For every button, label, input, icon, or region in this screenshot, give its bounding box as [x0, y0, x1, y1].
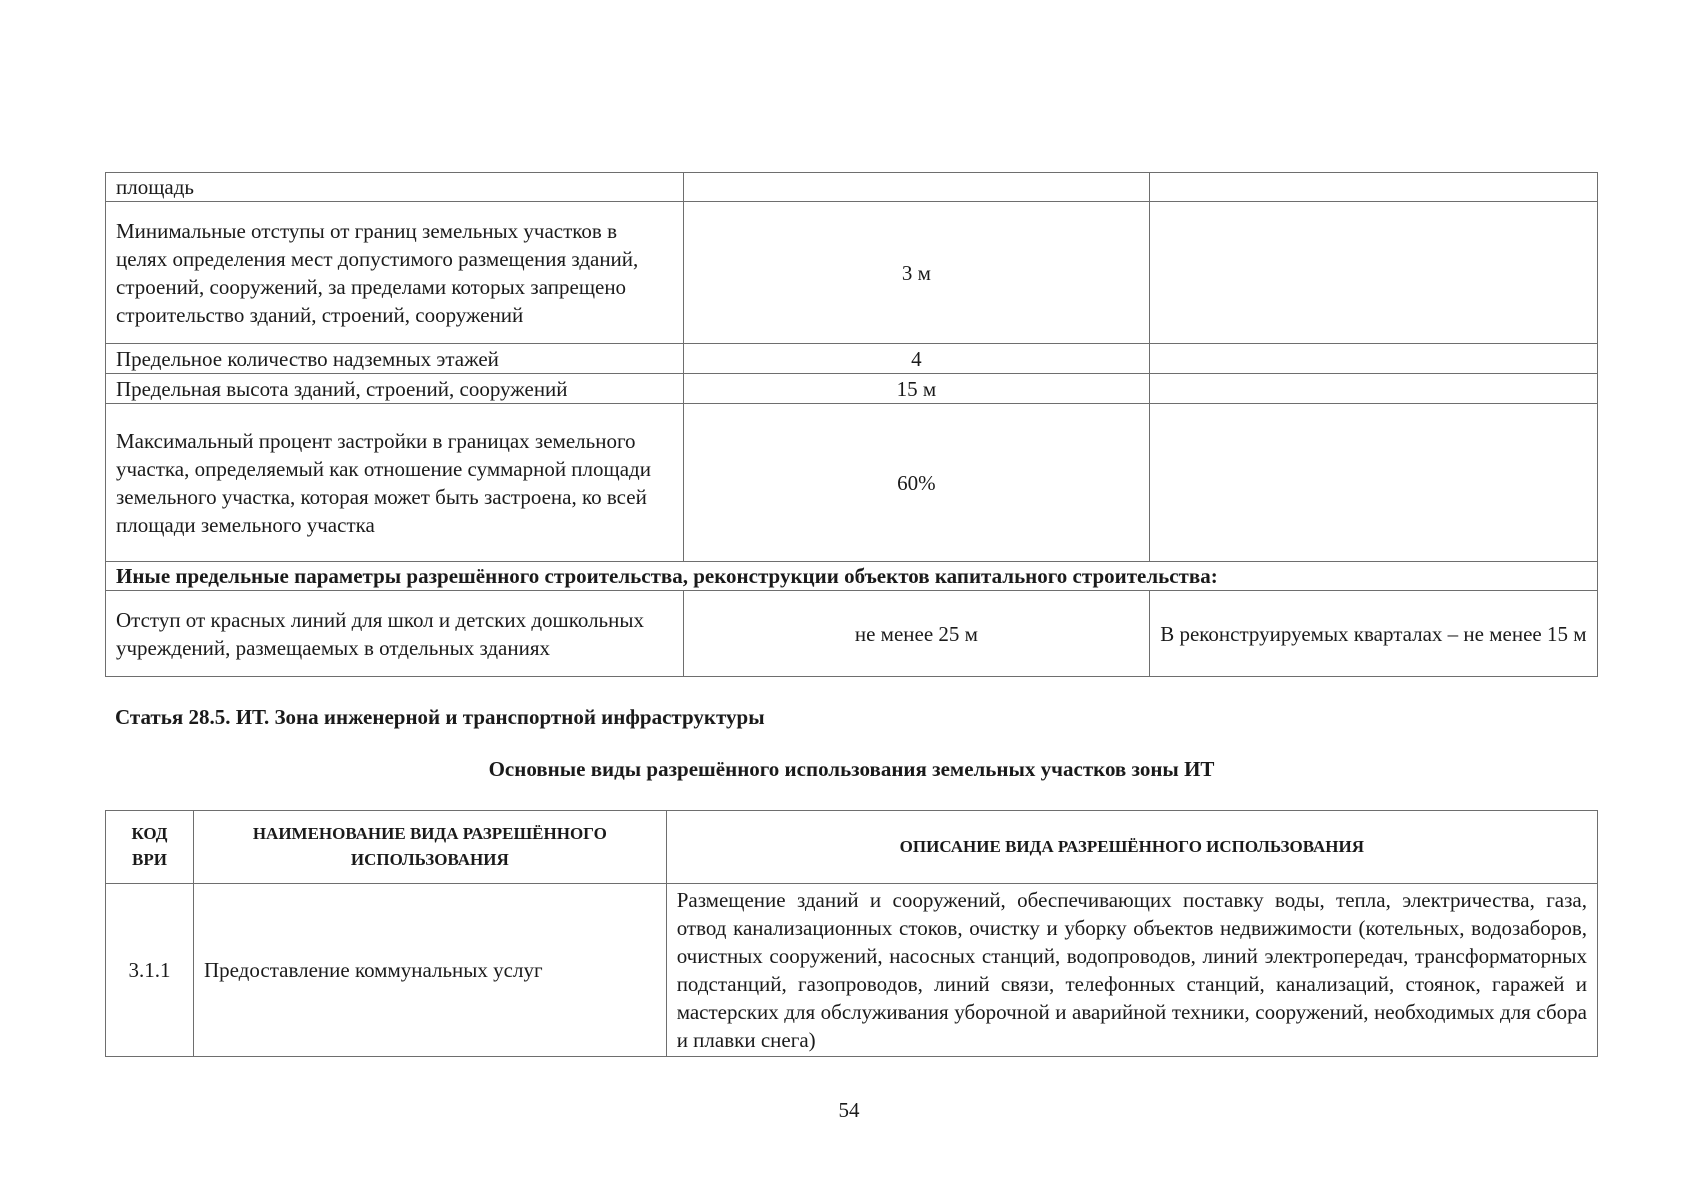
- column-header-description: ОПИСАНИЕ ВИДА РАЗРЕШЁННОГО ИСПОЛЬЗОВАНИЯ: [666, 811, 1597, 884]
- table-row: [106, 404, 1598, 562]
- param-note: [1150, 202, 1598, 344]
- param-label: Максимальный процент застройки в границах земельного участка, определяемый как отношение суммарной площади земельного участка, которая может быть застроена, ко всей площади земельного участка: [106, 404, 684, 562]
- param-note: [1150, 404, 1598, 562]
- table-section-header-row: [106, 562, 1598, 591]
- table-row: [106, 591, 1598, 677]
- section-header: Иные предельные параметры разрешённого строительства, реконструкции объектов капитального строительства:: [106, 562, 1598, 591]
- page-number: 54: [838, 1098, 860, 1122]
- column-header-name: НАИМЕНОВАНИЕ ВИДА РАЗРЕШЁННОГО ИСПОЛЬЗОВАНИЯ: [193, 811, 666, 884]
- param-label: Предельное количество надземных этажей: [106, 344, 684, 374]
- param-value: 15 м: [683, 374, 1150, 404]
- param-note: [1150, 344, 1598, 374]
- article-heading: Статья 28.5. ИТ. Зона инженерной и транспортной инфраструктуры: [115, 705, 765, 729]
- param-value: 60%: [683, 404, 1150, 562]
- use-name: Предоставление коммунальных услуг: [193, 884, 666, 1057]
- param-label: Минимальные отступы от границ земельных участков в целях определения мест допустимого размещения зданий, строений, сооружений, за пределами которых запрещено строительство зданий, строений, сооружений: [106, 202, 684, 344]
- use-description: Размещение зданий и сооружений, обеспечивающих поставку воды, тепла, электричества, газа, отвод канализационных стоков, очистку и уборку объектов недвижимости (котельных, водозаборов, очистных сооружений, насосных станций, водопроводов, линий электропередач, трансформаторных подстанций, газопроводов, линий связи, телефонных станций, канализаций, стоянок, гаражей и мастерских для обслуживания уборочной и аварийной техники, сооружений, необходимых для сбора и плавки снега): [666, 884, 1597, 1057]
- param-value: [683, 173, 1150, 202]
- use-code: 3.1.1: [106, 884, 194, 1057]
- table-row: [106, 884, 1598, 1057]
- param-value: 4: [683, 344, 1150, 374]
- permitted-uses-table: [105, 810, 1598, 1057]
- table-header-row: [106, 811, 1598, 884]
- param-note: [1150, 374, 1598, 404]
- param-label: Отступ от красных линий для школ и детских дошкольных учреждений, размещаемых в отдельных зданиях: [106, 591, 684, 677]
- zone-parameters-table: [105, 172, 1598, 677]
- table-row: [106, 173, 1598, 202]
- param-value: не менее 25 м: [683, 591, 1150, 677]
- param-note: [1150, 173, 1598, 202]
- table-row: [106, 344, 1598, 374]
- param-note: В реконструируемых кварталах – не менее 15 м: [1150, 591, 1598, 677]
- table-row: [106, 374, 1598, 404]
- param-label: Предельная высота зданий, строений, сооружений: [106, 374, 684, 404]
- param-value: 3 м: [683, 202, 1150, 344]
- param-label: площадь: [106, 173, 684, 202]
- column-header-code: КОД ВРИ: [106, 811, 194, 884]
- section-subheading: Основные виды разрешённого использования земельных участков зоны ИТ: [488, 757, 1215, 781]
- table-row: [106, 202, 1598, 344]
